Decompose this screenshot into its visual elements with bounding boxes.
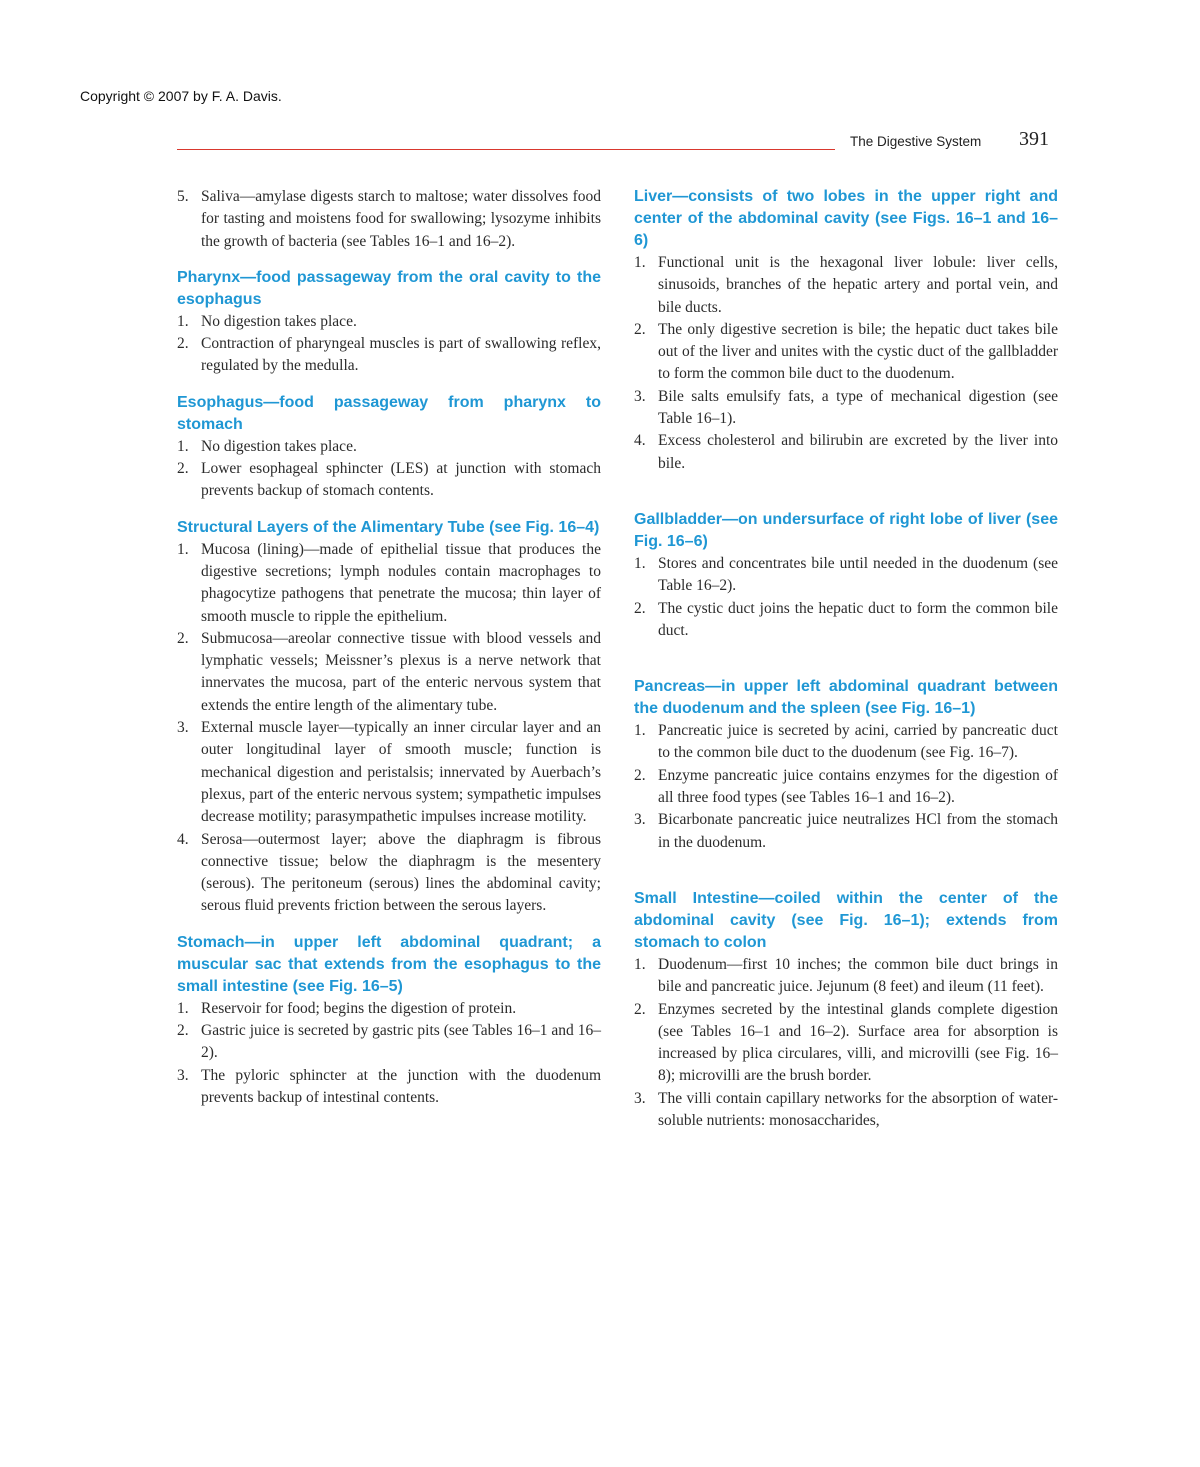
- item-list: [634, 720, 1058, 854]
- list-item: 3. The pyloric sphincter at the junction with the duodenum prevents backup of intestinal contents.: [177, 1066, 601, 1106]
- list-item: 4. Serosa—outermost layer; above the diaphragm is fibrous connective tissue; below the diaphragm is the mesentery (serous). The peritoneum (serous) lines the abdominal cavity; serous fluid prevents friction between the serous layers.: [177, 830, 601, 915]
- section-pancreas: [634, 676, 1058, 854]
- saliva-continued-list: [177, 186, 601, 253]
- list-item: 3. Bicarbonate pancreatic juice neutralizes HCl from the stomach in the duodenum.: [634, 811, 1058, 851]
- list-item: 1. Functional unit is the hexagonal liver lobule: liver cells, sinusoids, branches of the hepatic artery and portal vein, and bile ducts.: [634, 254, 1058, 316]
- list-item: 2. Enzymes secreted by the intestinal glands complete digestion (see Tables 16–1 and 16–2). Surface area for absorption is increased by plica circulares, villi, and microvilli (see Fig. 16–8); microvilli are the brush border.: [634, 1000, 1058, 1085]
- section-structural-layers: [177, 517, 601, 918]
- copyright-notice: Copyright © 2007 by F. A. Davis.: [80, 88, 282, 104]
- list-item: 1. Stores and concentrates bile until needed in the duodenum (see Table 16–2).: [634, 554, 1058, 595]
- section-heading: Structural Layers of the Alimentary Tube (see Fig. 16–4): [177, 518, 600, 536]
- item-list: [634, 954, 1058, 1132]
- list-item: 1. Mucosa (lining)—made of epithelial tissue that produces the digestive secretions; lymph nodules contain macrophages to phagocytize pathogens that penetrate the mucosa; thin layer of smooth muscle to ripple the epithelium.: [177, 540, 601, 625]
- item-list: [634, 252, 1058, 475]
- section-heading: Pancreas—in upper left abdominal quadrant between the duodenum and the spleen (see Fig. 16–1): [634, 678, 1058, 718]
- list-item: 1. No digestion takes place.: [177, 312, 357, 330]
- section-heading: Pharynx—food passageway from the oral cavity to the esophagus: [177, 268, 601, 308]
- item-list: [177, 436, 601, 503]
- list-item: 2. Lower esophageal sphincter (LES) at junction with stomach prevents backup of stomach contents.: [177, 460, 601, 500]
- list-item: 2. Contraction of pharyngeal muscles is part of swallowing reflex, regulated by the medulla.: [177, 335, 601, 375]
- header-rule: [177, 149, 835, 150]
- item-list: [177, 539, 601, 918]
- page-number: 391: [1019, 128, 1049, 150]
- section-heading: Liver—consists of two lobes in the upper right and center of the abdominal cavity (see Figs. 16–1 and 16–6): [634, 188, 1058, 249]
- list-item: 1. Pancreatic juice is secreted by acini, carried by pancreatic duct to the common bile duct to the duodenum (see Fig. 16–7).: [634, 722, 1058, 762]
- section-heading: Small Intestine—coiled within the center of the abdominal cavity (see Fig. 16–1); extends from stomach to colon: [634, 889, 1058, 951]
- list-item: 2. The only digestive secretion is bile; the hepatic duct takes bile out of the liver and unites with the cystic duct of the gallbladder to form the common bile duct to the duodenum.: [634, 320, 1058, 383]
- list-item: 2. Enzyme pancreatic juice contains enzymes for the digestion of all three food types (see Tables 16–1 and 16–2).: [634, 766, 1058, 807]
- section-stomach: [177, 932, 601, 1109]
- list-item: 3. Bile salts emulsify fats, a type of mechanical digestion (see Table 16–1).: [634, 387, 1058, 428]
- list-item: 1. Duodenum—first 10 inches; the common bile duct brings in bile and pancreatic juice. Jejunum (8 feet) and ileum (11 feet).: [634, 955, 1058, 996]
- section-heading: Stomach—in upper left abdominal quadrant; a muscular sac that extends from the esophagus to the small intestine (see Fig. 16–5): [177, 933, 601, 995]
- right-column: [634, 186, 1058, 1146]
- list-item: 3. The villi contain capillary networks for the absorption of water-soluble nutrients: monosaccharides,: [634, 1089, 1058, 1130]
- section-heading: Gallbladder—on undersurface of right lobe of liver (see Fig. 16–6): [634, 510, 1058, 550]
- list-item: 2. The cystic duct joins the hepatic duct to form the common bile duct.: [634, 599, 1058, 639]
- left-column: [177, 186, 601, 1123]
- list-item: 3. External muscle layer—typically an inner circular layer and an outer longitudinal layer of smooth muscle; function is mechanical digestion and peristalsis; innervated by Auerbach’s plexus, part of the enteric nervous system; sympathetic impulses decrease motility; parasympathetic impulses increase motility.: [177, 719, 601, 826]
- list-item: 1. Reservoir for food; begins the digestion of protein.: [177, 999, 517, 1017]
- list-item: 2. Submucosa—areolar connective tissue with blood vessels and lymphatic vessels; Meissner’s plexus is a nerve network that innervates the mucosa, part of the enteric nervous system that extends the entire length of the alimentary tube.: [177, 629, 601, 714]
- list-item: 4. Excess cholesterol and bilirubin are excreted by the liver into bile.: [634, 432, 1058, 472]
- list-item: 1. No digestion takes place.: [177, 437, 357, 455]
- list-item: 2. Gastric juice is secreted by gastric pits (see Tables 16–1 and 16–2).: [177, 1022, 601, 1062]
- running-head: The Digestive System: [850, 134, 982, 149]
- section-gallbladder: [634, 509, 1058, 642]
- item-list: [634, 553, 1058, 642]
- section-liver: [634, 186, 1058, 475]
- item-list: [177, 311, 601, 378]
- section-pharynx: [177, 267, 601, 378]
- section-esophagus: [177, 392, 601, 503]
- section-small-intestine: [634, 888, 1058, 1132]
- list-item: 5. Saliva—amylase digests starch to maltose; water dissolves food for tasting and moistens food for swallowing; lysozyme inhibits the growth of bacteria (see Tables 16–1 and 16–2).: [177, 188, 601, 250]
- section-heading: Esophagus—food passageway from pharynx to stomach: [177, 393, 601, 433]
- item-list: [177, 998, 601, 1109]
